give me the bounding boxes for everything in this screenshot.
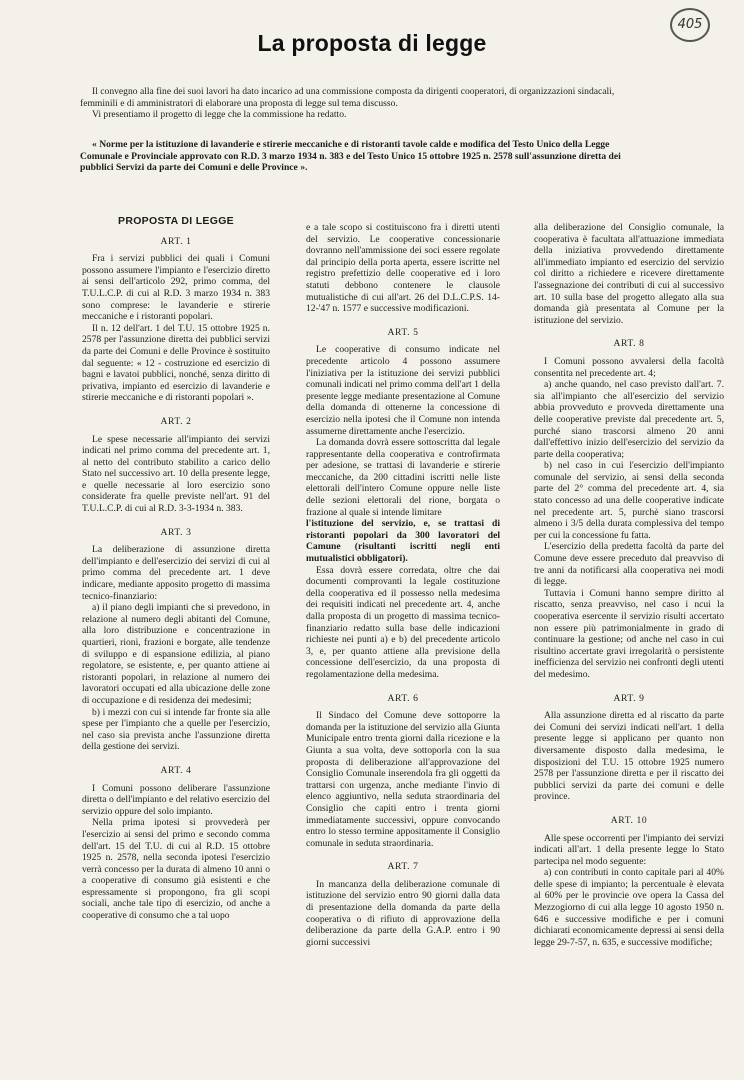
law-title: « Norme per la istituzione di lavanderie e stirerie meccaniche e di ristoranti tavole calde e modifica del Testo Unico della Legge Comunale e Provinciale approvato con R.D. 3 marzo 1934 n. 383 e del Testo Unico 15 ottobre 1925 n. 2578 sull'assunzione diretta dei pubblici Servizi da parte dei Comuni e delle Province ». — [80, 139, 621, 173]
column-1 — [82, 216, 270, 922]
article-paragraph: Il Sindaco del Comune deve sottoporre la domanda per la istituzione del servizio alla Giunta Municipale entro trenta giorni dalla ricezione e la Giunta a sua volta, deve sottoporla con la sua proposta di deliberazione all'approvazione del Consiglio Comunale inserendola fra gli oggetti da trattarsi con urgenza, anche mediante l'invio di elenco aggiuntivo, nella seduta straordinaria del Consiglio che capiti entro i trenta giorni immediatamente successivi, oppure convocando entro lo stesso termine appositamente il Consiglio comunale in seduta straordinaria. — [306, 710, 500, 849]
article-paragraph: Essa dovrà essere corredata, oltre che dai documenti comprovanti la legale costituzione della cooperativa ed il possesso nella medesima dei requisiti indicati nel precedente art. 4, anche dalla proposta di un progetto di massima tecnico-finanziario redatto sulla base delle indicazioni richieste nei punti a) e b) del precedente articolo 3, e, per quanto attiene alla previsione della concessione dell'esercizio, da una proposta di regolamentazione della medesima. — [306, 564, 500, 680]
section-title: PROPOSTA DI LEGGE — [118, 215, 234, 227]
article-paragraph: L'esercizio della predetta facoltà da parte del Comune deve essere preceduto dal preavviso di tre anni da notificarsi alla cooperativa nei modi di legge. — [534, 541, 724, 588]
article-heading: ART. 8 — [613, 338, 645, 350]
article-heading: ART. 6 — [387, 692, 419, 704]
article-paragraph: Nella prima ipotesi si provvederà per l'esercizio ai sensi del primo e secondo comma dell'art. 15 del T.U. di cui al R.D. 15 ottobre 1925 n. 2578, nella seconda ipotesi l'esercizio verrà concesso per la durata di almeno 10 anni o a cooperative di consumo già esistenti e che espressamente si propongono, fra gli scopi sociali, anche tale tipo di esercizio, od anche a cooperative di consumo che a tal uopo — [82, 817, 270, 922]
page-title: La proposta di legge — [257, 30, 487, 56]
article-paragraph: a) anche quando, nel caso previsto dall'art. 7. sia all'impianto che all'esercizio del servizio abbia provveduto e provveda direttamente una delle cooperative previste dal precedente art. 5, purché siano trascorsi almeno 20 anni dall'effettivo inizio dell'esercizio del servizio da parte della cooperativa; — [534, 379, 724, 460]
article-paragraph: Le cooperative di consumo indicate nel precedente articolo 4 possono assumere l'iniziativa per la istituzione dei servizi pubblici comunali indicati nel primo comma dell'art 1 della presente legge mediante presentazione al Comune della domanda di ottenerne la concessione di esercizio nella ipotesi che il Comune non intenda assumerne direttamente anche l'esercizio. — [306, 344, 500, 437]
article-paragraph: Tuttavia i Comuni hanno sempre diritto al riscatto, senza preavviso, nel caso i ncui la cooperativa esercente il servizio risulti accertato non essere più patrimonialmente in grado di continuare la gestione; od anche nel caso in cui risultino accertate gravi irregolarità o persistente inefficienza del servizio nei confronti degli utenti del medesimo. — [534, 587, 724, 680]
page-number-stamp: 405 — [670, 8, 710, 42]
article-heading: ART. 4 — [160, 764, 192, 776]
article-paragraph: Fra i servizi pubblici dei quali i Comuni possono assumere l'impianto e l'esercizio diretto ai sensi dell'articolo 292, primo comma, del T.U.L.C.P. di cui al R.D. 3 marzo 1934 n. 383 sono comprese: le lavanderie e stirerie meccaniche e i ristoranti popolari. — [82, 253, 270, 323]
article-paragraph: l'istituzione del servizio, e, se trattasi di ristoranti popolari da 300 lavoratori del Camune (risultanti iscritti negli enti mutualistici obbligatori). — [306, 518, 500, 565]
article-heading: ART. 7 — [387, 861, 419, 873]
article-heading: ART. 10 — [610, 814, 648, 826]
article-heading: ART. 2 — [160, 415, 192, 427]
article-paragraph: Alle spese occorrenti per l'impianto dei servizi indicati all'art. 1 della presente legge lo Stato partecipa nel modo seguente: — [534, 832, 724, 867]
article-heading: ART. 1 — [160, 235, 192, 247]
law-title-block — [80, 139, 640, 174]
column-2 — [306, 222, 500, 948]
article-paragraph: Alla assunzione diretta ed al riscatto da parte dei Comuni dei servizi indicati nell'art. 1 della presente legge si applicano per quanto non diversamente disposto dalla medesima, le disposizioni del T.U. 15 ottobre 1925 numero 2578 per l'assunzione diretta e per il riscatto dei pubblici servizi da parte dei comuni e delle province. — [534, 710, 724, 803]
article-paragraph: I Comuni possono deliberare l'assunzione diretta o dell'impianto e del relativo esercizio del servizio oppure del solo impianto. — [82, 782, 270, 817]
article-heading: ART. 5 — [387, 326, 419, 338]
article-paragraph: La domanda dovrà essere sottoscritta dal legale rappresentante della cooperativa e controfirmata per adesione, se trattasi di lavanderie e stirerie meccaniche, da 200 cittadini iscritti nelle liste elettorali dell'intero Comune oppure nelle liste delle sezioni elettorali del rione, borgata o frazione al quale si intende limitare — [306, 437, 500, 518]
article-paragraph: La deliberazione di assunzione diretta dell'impianto e dell'esercizio dei servizi di cui al primo comma del precedente art. 1 deve indicare, mediante apposito progetto di massima tecnico-finanziario: — [82, 544, 270, 602]
intro-paragraph: Il convegno alla fine dei suoi lavori ha dato incarico ad una commissione composta da dirigenti cooperatori, di organizzazioni sindacali, femminili e di amministratori di elaborare una proposta di legge sul tema discusso. — [80, 86, 615, 109]
article-paragraph: Le spese necessarie all'impianto dei servizi indicati nel primo comma del precedente art. 1, al netto del contributo stabilito a carico dello Stato nel successivo art. 10 della presente legge, e quelle necessarie al loro esercizio sono considerate fra quelle previste nell'art. 91 del T.U.L.C.P. di cui al R.D. 3-3-1934 n. 383. — [82, 433, 270, 515]
article-paragraph: a) con contributi in conto capitale pari al 40% delle spese di impianto; la percentuale è elevata al 60% per le provincie ove opera la Cassa del Mezzogiorno di cui alla legge 10 agosto 1950 n. 646 e successive modifiche e per i comuni dichiarati economicamente depressi ai sensi della legge 29-7-57, n. 635, e successive modifiche; — [534, 867, 724, 948]
intro-block — [80, 86, 640, 121]
article-paragraph: alla deliberazione del Consiglio comunale, la cooperativa è facultata all'attuazione immediata della iniziativa provvedendo direttamente all'immediato impianto ed esercizio del servizio col diritto a richiedere e ricevere direttamente l'assegnazione dei contributi di cui al successivo art. 10 sulla base del progetto allegato alla sua domanda già presentata al Comune per la istituzione del servizio. — [534, 222, 724, 326]
article-paragraph: I Comuni possono avvalersi della facoltà consentita nel precedente art. 4; — [534, 355, 724, 379]
intro-paragraph: Vi presentiamo il progetto di legge che la commissione ha redatto. — [92, 109, 347, 120]
article-paragraph: In mancanza della deliberazione comunale di istituzione del servizio entro 90 giorni dalla data di presentazione della domanda da parte della cooperativa o di rifiuto di approvazione della deliberazione da parte della G.A.P. entro i 90 giorni successivi — [306, 878, 500, 948]
article-paragraph: e a tale scopo si costituiscono fra i diretti utenti del servizio. Le cooperative concessionarie dovranno nell'ammissione dei soci essere regolate dal principio della porta aperta, essere iscritte nel registro prefettizio delle cooperative ed i loro statuti debbono contenere le clausole mutualistiche di cui all'art. 26 del D.L.C.P.S. 14-12-'47 n. 1577 e successive modificazioni. — [306, 222, 500, 315]
article-paragraph: Il n. 12 dell'art. 1 del T.U. 15 ottobre 1925 n. 2578 per l'assunzione diretta dei pubblici servizi da parte dei Comuni e delle Province è sostituito dal seguente: « 12 - costruzione ed esercizio di bagni e lavatoi pubblici, nonché, senza diritto di privativa, impianto ed esercizio di lavanderie e stirerie meccaniche e di ristoranti popolari ». — [82, 322, 270, 404]
article-heading: ART. 9 — [613, 692, 645, 704]
article-paragraph: b) nel caso in cui l'esercizio dell'impianto comunale del servizio, ai sensi della seconda parte del 2° comma del precedente art. 4, sia stato concesso ad una delle cooperative indicate nel precedente art. 5, purchè siano trascorsi almeno i 3/5 della durata complessiva del tempo per cui la concessione fu fatta. — [534, 460, 724, 541]
article-paragraph: a) il piano degli impianti che si prevedono, in relazione al numero degli abitanti del Comune, alla loro distribuzione e concentrazione in quartieri, rioni, frazioni e borgate, alle tendenze di sviluppo e di espansione edilizia, al piano regolatore, se esistente, e, per quanto attiene ai ristoranti popolari, in relazione al numero dei lavoratori occupati ed alla ubicazione delle zone di occupazione e di residenza dei medesimi; — [82, 602, 270, 706]
column-3 — [534, 222, 724, 948]
article-heading: ART. 3 — [160, 526, 192, 538]
article-paragraph: b) i mezzi con cui si intende far fronte sia alle spese per l'impianto che a quelle per l'esercizio, nel caso sia prevista anche l'assunzione diretta della gestione dei servizi. — [82, 706, 270, 753]
